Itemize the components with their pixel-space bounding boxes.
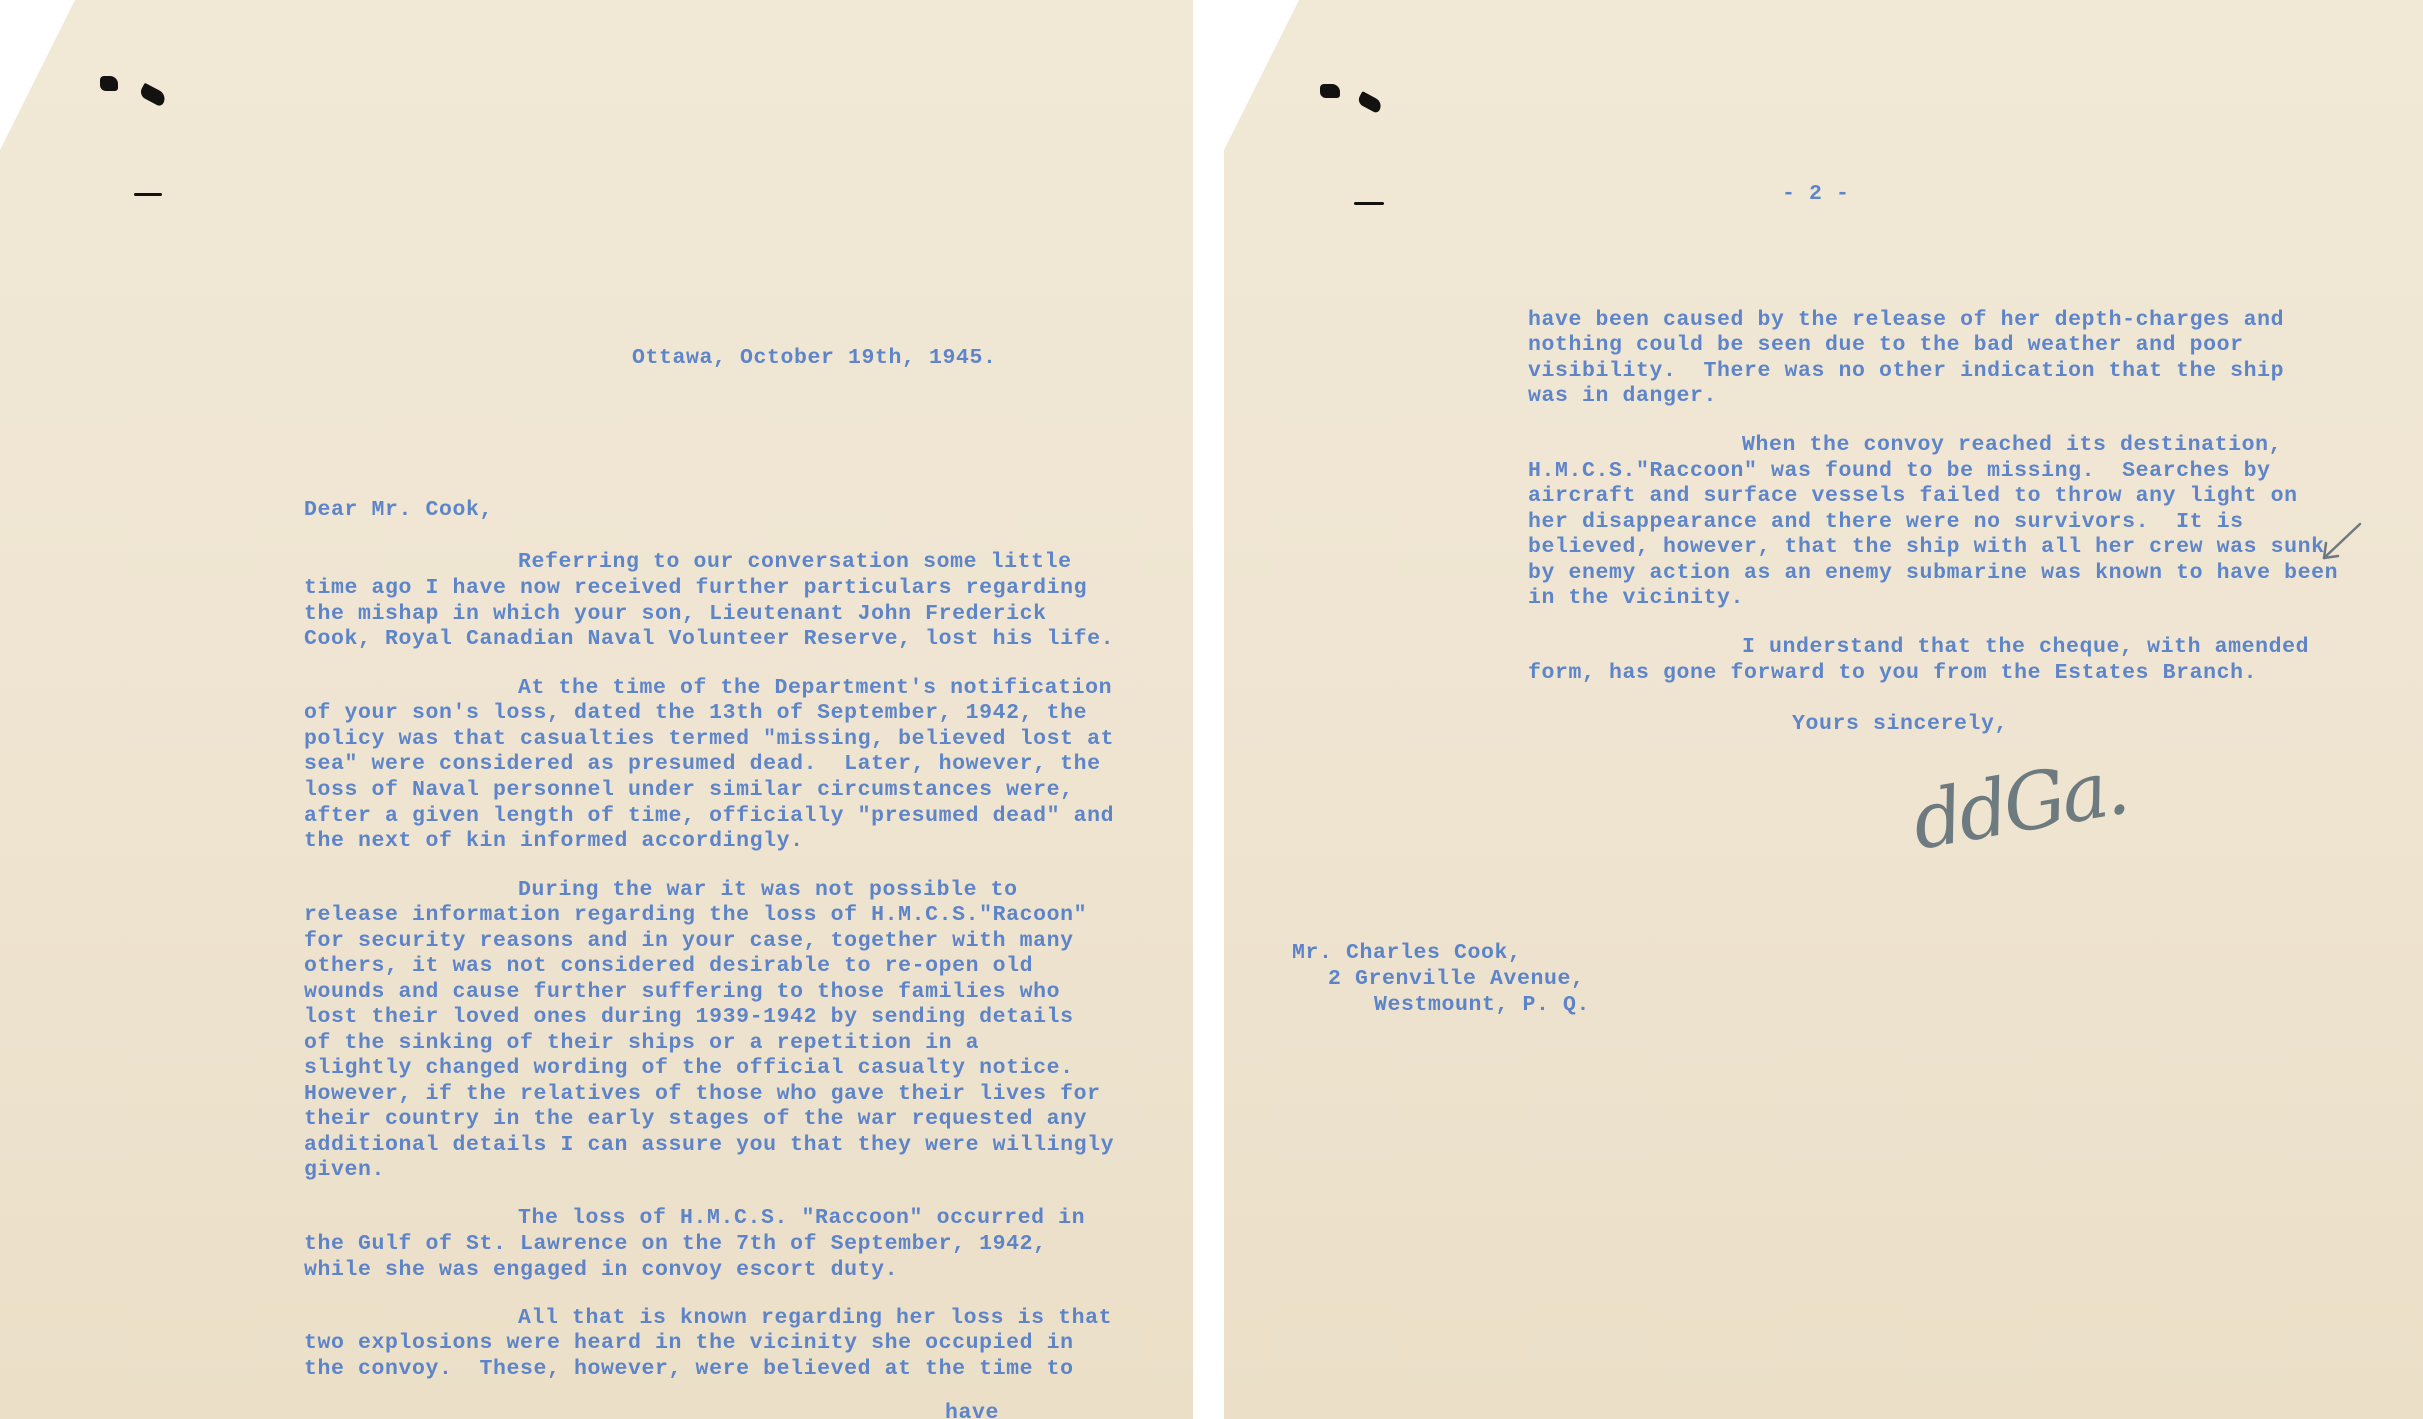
text-line: her disappearance and there were no survivors. It is (1528, 510, 2244, 534)
text-line: visibility. There was no other indication that the ship (1528, 359, 2285, 383)
text-line: However, if the relatives of those who gave their lives for (304, 1082, 1101, 1106)
text-line: loss of Naval personnel under similar circumstances were, (304, 778, 1074, 802)
address-line: 2 Grenville Avenue, (1328, 967, 1585, 991)
punch-hole-top-tear (1356, 91, 1383, 114)
text-line: the next of kin informed accordingly. (304, 829, 804, 853)
continuation-word: have (945, 1401, 1000, 1419)
closing: Yours sincerely, (1792, 712, 2009, 736)
text-line: their country in the early stages of the war requested any (304, 1107, 1088, 1131)
text-line: of the sinking of their ships or a repetition in a (304, 1031, 980, 1055)
text-line: Cook, Royal Canadian Naval Volunteer Reserve, lost his life. (304, 627, 1115, 651)
text-line: policy was that casualties termed "missing, believed lost at (304, 727, 1115, 751)
text-line: H.M.C.S."Raccoon" was found to be missing. Searches by (1528, 459, 2271, 483)
text-line: time ago I have now received further particulars regarding (304, 576, 1088, 600)
text-line: When the convoy reached its destination, (1742, 433, 2283, 457)
text-line: release information regarding the loss of H.M.C.S."Racoon" (304, 903, 1088, 927)
date-line: Ottawa, October 19th, 1945. (632, 346, 997, 370)
torn-corner (1224, 0, 1299, 150)
text-line: the mishap in which your son, Lieutenant John Frederick (304, 602, 1047, 626)
text-line: nothing could be seen due to the bad weather and poor (1528, 333, 2244, 357)
punch-hole-slit (1354, 202, 1384, 205)
text-line: given. (304, 1158, 386, 1182)
text-line: by enemy action as an enemy submarine was known to have been (1528, 561, 2339, 585)
text-line: while she was engaged in convoy escort duty. (304, 1258, 899, 1282)
letter-page-2 (1224, 0, 2423, 1419)
letter-page-1 (0, 0, 1193, 1419)
text-line: was in danger. (1528, 384, 1718, 408)
text-line: in the vicinity. (1528, 586, 1745, 610)
text-line: slightly changed wording of the official casualty notice. (304, 1056, 1074, 1080)
torn-corner (0, 0, 75, 150)
punch-hole-top (1320, 84, 1340, 98)
text-line: All that is known regarding her loss is that (518, 1306, 1113, 1330)
punch-hole-top-tear (138, 83, 168, 108)
text-line: sea" were considered as presumed dead. Later, however, the (304, 752, 1101, 776)
address-line: Mr. Charles Cook, (1292, 941, 1522, 965)
text-line: Referring to our conversation some little (518, 550, 1072, 574)
punch-hole-slit (134, 193, 162, 196)
text-line: of your son's loss, dated the 13th of September, 1942, the (304, 701, 1088, 725)
text-line: aircraft and surface vessels failed to throw any light on (1528, 484, 2298, 508)
text-line: form, has gone forward to you from the Estates Branch. (1528, 661, 2258, 685)
text-line: two explosions were heard in the vicinity she occupied in (304, 1331, 1074, 1355)
text-line: wounds and cause further suffering to those families who (304, 980, 1061, 1004)
text-line: I understand that the cheque, with amended (1742, 635, 2310, 659)
text-line: the convoy. These, however, were believed at the time to (304, 1357, 1074, 1381)
page-number: - 2 - (1782, 182, 1850, 206)
salutation: Dear Mr. Cook, (304, 498, 494, 522)
text-line: lost their loved ones during 1939-1942 by sending details (304, 1005, 1074, 1029)
text-line: During the war it was not possible to (518, 878, 1018, 902)
text-line: The loss of H.M.C.S. "Raccoon" occurred in (518, 1206, 1086, 1230)
handwritten-signature: ddGa. (1905, 742, 2132, 868)
punch-hole-top (100, 76, 118, 91)
arrow-down-left-icon (2310, 518, 2370, 568)
text-line: the Gulf of St. Lawrence on the 7th of September, 1942, (304, 1232, 1047, 1256)
text-line: for security reasons and in your case, together with many (304, 929, 1074, 953)
text-line: additional details I can assure you that they were willingly (304, 1133, 1115, 1157)
text-line: At the time of the Department's notification (518, 676, 1113, 700)
text-line: after a given length of time, officially "presumed dead" and (304, 804, 1115, 828)
address-line: Westmount, P. Q. (1374, 993, 1591, 1017)
text-line: believed, however, that the ship with all her crew was sunk (1528, 535, 2325, 559)
text-line: others, it was not considered desirable to re-open old (304, 954, 1034, 978)
text-line: have been caused by the release of her depth-charges and (1528, 308, 2285, 332)
